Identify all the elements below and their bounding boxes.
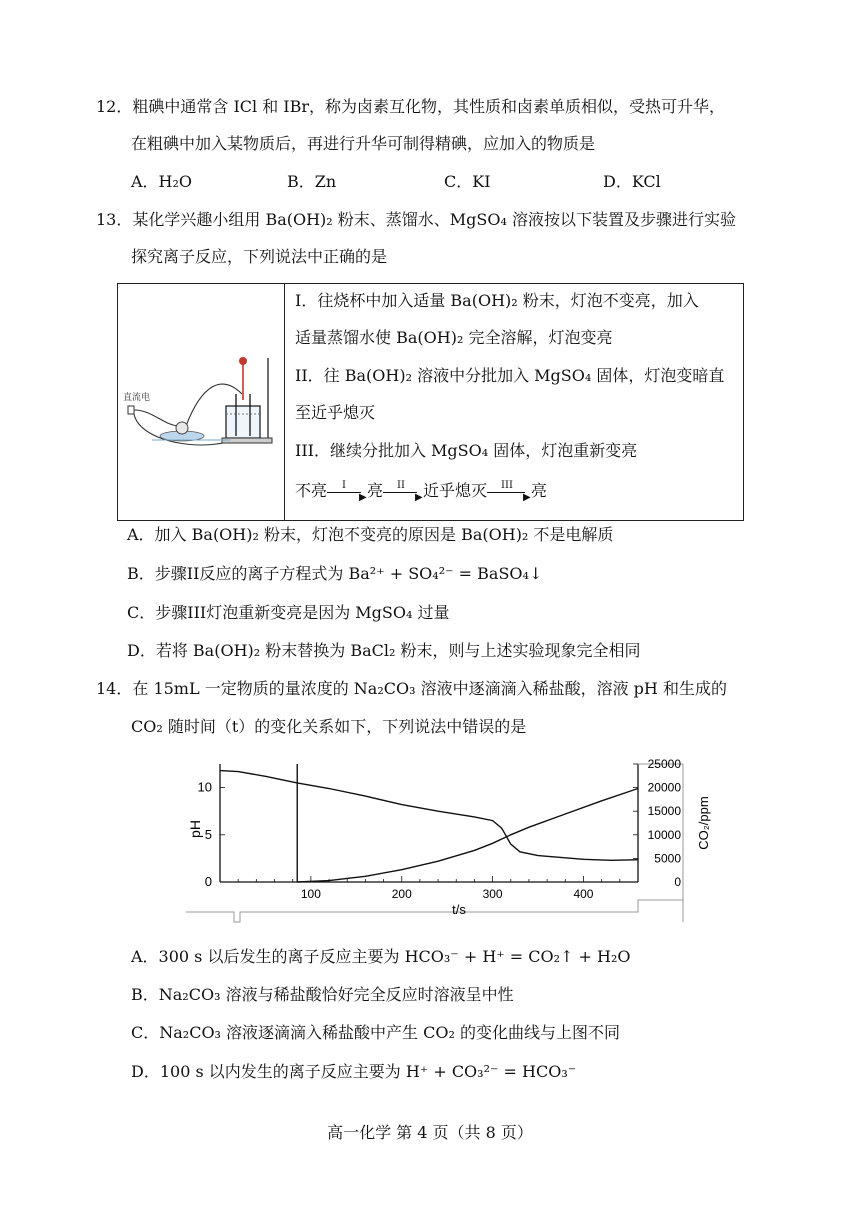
dropper-bulb: [239, 357, 247, 365]
y-tick-label: 0: [204, 874, 212, 889]
dc-power-label: 直流电: [123, 393, 151, 403]
flow-arrow-3: III ▶: [487, 485, 531, 499]
x-axis-label: t/s: [452, 902, 466, 917]
step-3: III．继续分批加入 MgSO₄ 固体，灯泡重新变亮: [295, 441, 638, 460]
chart-series: [220, 764, 638, 882]
flow-arrow-1: I ▶: [327, 485, 367, 499]
x-tick-label: 300: [482, 887, 503, 901]
y2-tick-label: 0: [674, 875, 681, 889]
x-tick-label: 200: [391, 887, 412, 901]
q13-option-c: C．步骤III灯泡重新变亮是因为 MgSO₄ 过量: [127, 603, 450, 622]
q12-stem-line2: 在粗碘中加入某物质后，再进行升华可制得精碘，应加入的物质是: [131, 134, 596, 153]
step-2-line1: II．往 Ba(OH)₂ 溶液中分批加入 MgSO₄ 固体，灯泡变暗直: [295, 366, 725, 385]
q14-option-d: D．100 s 以内发生的离子反应主要为 H⁺ + CO₃²⁻ = HCO₃⁻: [131, 1062, 577, 1081]
q13-option-d: D．若将 Ba(OH)₂ 粉末替换为 BaCl₂ 粉末，则与上述实验现象完全相同: [127, 641, 641, 660]
flow-arrow-label-3: III: [501, 479, 513, 491]
step-2-line2: 至近乎熄灭: [295, 403, 376, 422]
flow-state-2: 亮: [367, 481, 384, 500]
y2-tick-label: 10000: [647, 827, 681, 842]
y-tick-label: 10: [197, 779, 212, 795]
q12-option-d: D．KCl: [603, 172, 661, 191]
y-axis-label: pH: [187, 820, 203, 838]
q14-option-b: B．Na₂CO₃ 溶液与稀盐酸恰好完全反应时溶液呈中性: [131, 985, 514, 1004]
q13-option-b: B．步骤II反应的离子方程式为 Ba²⁺ + SO₄²⁻ = BaSO₄↓: [127, 564, 543, 583]
y2-tick-label: 15000: [647, 804, 681, 819]
step-1-line1: I．往烧杯中加入适量 Ba(OH)₂ 粉末，灯泡不变亮，加入: [295, 291, 699, 310]
chart-frame: [186, 764, 683, 922]
q13-option-a: A．加入 Ba(OH)₂ 粉末，灯泡不变亮的原因是 Ba(OH)₂ 不是电解质: [127, 525, 614, 544]
q14-option-c: C．Na₂CO₃ 溶液逐滴滴入稀盐酸中产生 CO₂ 的变化曲线与上图不同: [131, 1023, 621, 1042]
x-tick-label: 100: [300, 887, 321, 901]
q13-stem-line2: 探究离子反应，下列说法中正确的是: [131, 247, 388, 266]
co2-series-line: [297, 789, 638, 883]
y2-tick-label: 20000: [647, 780, 681, 795]
y2-tick-label: 25000: [647, 757, 681, 771]
chart-ticks: [187, 757, 711, 917]
flow-arrow-label-1: I: [342, 479, 346, 491]
step-1-line2: 适量蒸馏水使 Ba(OH)₂ 完全溶解，灯泡变亮: [295, 328, 613, 347]
x-tick-label: 400: [573, 887, 594, 901]
y-tick-label: 5: [204, 826, 212, 842]
flow-arrow-label-2: II: [397, 479, 405, 491]
q13-experiment-table: [117, 283, 744, 521]
page-footer: 高一化学 第 4 页（共 8 页）: [327, 1123, 533, 1142]
y2-tick-label: 5000: [654, 851, 681, 866]
table-divider: [284, 284, 285, 520]
flow-state-1: 不亮: [295, 481, 328, 500]
q14-option-a: A．300 s 以后发生的离子反应主要为 HCO₃⁻ + H⁺ = CO₂↑ + H₂O: [131, 947, 631, 966]
ph-series-line: [220, 771, 638, 861]
q14-stem-line1: 14．在 15mL 一定物质的量浓度的 Na₂CO₃ 溶液中逐滴滴入稀盐酸，溶液 pH 和生成的: [96, 679, 727, 698]
ph-co2-chart: [186, 752, 716, 927]
q12-option-b: B．Zn: [287, 172, 337, 191]
q12-stem-line1: 12．粗碘中通常含 ICl 和 IBr，称为卤素互化物，其性质和卤素单质相似，受热可升华，: [96, 97, 726, 116]
q12-option-c: C．KI: [444, 172, 491, 191]
flow-arrow-2: II ▶: [383, 485, 423, 499]
flow-state-3: 近乎熄灭: [423, 481, 488, 500]
wire-left: [134, 410, 178, 426]
y2-axis-label: CO₂/ppm: [696, 796, 711, 850]
bulb-icon: [176, 422, 188, 434]
beaker-icon: [226, 406, 260, 438]
apparatus-diagram: [122, 344, 280, 454]
reaction-flow: [295, 480, 547, 502]
q12-option-a: A．H₂O: [131, 172, 193, 191]
flow-state-4: 亮: [531, 481, 548, 500]
bottom-frame: [186, 900, 683, 922]
plug-icon: [128, 406, 134, 414]
q14-stem-line2: CO₂ 随时间（t）的变化关系如下，下列说法中错误的是: [131, 717, 527, 736]
q13-stem-line1: 13．某化学兴趣小组用 Ba(OH)₂ 粉末、蒸馏水、MgSO₄ 溶液按以下装置及步骤进行实验: [96, 210, 737, 229]
